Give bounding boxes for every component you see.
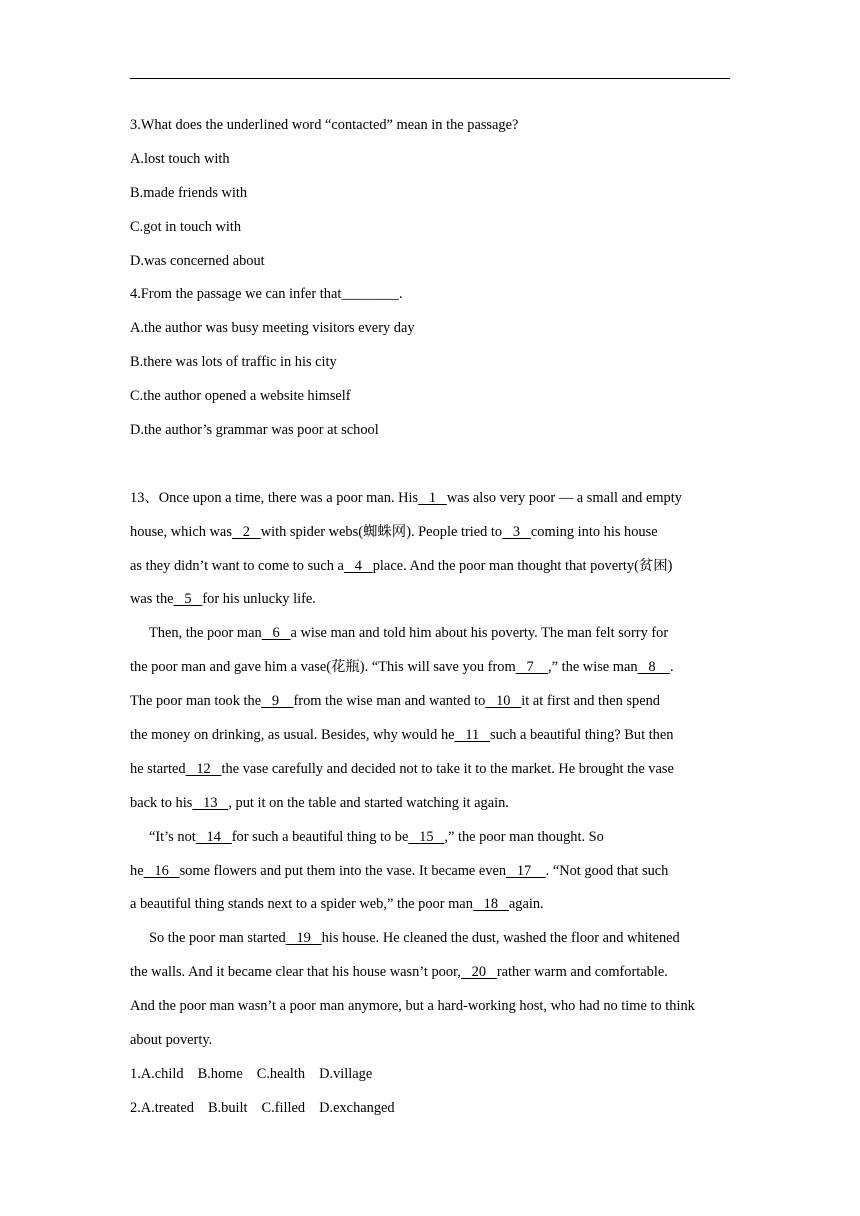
blank-14: 14 bbox=[195, 828, 232, 845]
question-4-option-b: B.there was lots of traffic in his city bbox=[130, 354, 337, 371]
question-3-option-a: A.lost touch with bbox=[130, 150, 230, 167]
passage-13-line: “It’s not 14 for such a beautiful thing to be 15 ,” the poor man thought. So bbox=[149, 828, 604, 845]
question-4-stem: 4.From the passage we can infer that________. bbox=[130, 286, 403, 303]
section-gap bbox=[130, 448, 730, 482]
passage-13-line: house, which was 2 with spider webs(蜘蛛网). People tried to 3 coming into his house bbox=[130, 523, 658, 540]
question-4-option-a: A.the author was busy meeting visitors every day bbox=[130, 320, 415, 337]
passage-13-line: was the 5 for his unlucky life. bbox=[130, 591, 316, 608]
passage-13-line: as they didn’t want to come to such a 4 place. And the poor man thought that poverty(贫困) bbox=[130, 557, 673, 574]
blank-2: 2 bbox=[231, 523, 261, 540]
passage-13-line: the walls. And it became clear that his house wasn’t poor, 20 rather warm and comfortable. bbox=[130, 964, 668, 981]
question-3-option-d: D.was concerned about bbox=[130, 252, 265, 269]
blank-9: 9 bbox=[261, 693, 294, 710]
blank-12: 12 bbox=[185, 760, 222, 777]
question-4-option-d: D.the author’s grammar was poor at school bbox=[130, 422, 379, 439]
blank-8: 8 bbox=[637, 659, 670, 676]
blank-17: 17 bbox=[506, 862, 546, 879]
blank-15: 15 bbox=[408, 828, 445, 845]
header-rule bbox=[130, 78, 730, 79]
page-content bbox=[130, 109, 730, 1126]
blank-5: 5 bbox=[173, 591, 203, 608]
question-3-stem: 3.What does the underlined word “contacted” mean in the passage? bbox=[130, 117, 519, 133]
blank-13: 13 bbox=[192, 794, 229, 811]
question-3-option-c: C.got in touch with bbox=[130, 218, 242, 235]
passage-13-line: he started 12 the vase carefully and decided not to take it to the market. He brought the vase bbox=[130, 760, 674, 777]
blank-20: 20 bbox=[460, 964, 497, 981]
passage-13-line: Then, the poor man 6 a wise man and told him about his poverty. The man felt sorry for bbox=[149, 625, 669, 642]
blank-18: 18 bbox=[472, 896, 509, 913]
blank-1: 1 bbox=[418, 489, 447, 506]
passage-13-line: And the poor man wasn’t a poor man anymore, but a hard-working host, who had no time to think bbox=[130, 998, 695, 1015]
blank-19: 19 bbox=[285, 930, 322, 947]
passage-13-line: 13、Once upon a time, there was a poor man. His 1 was also very poor — a small and empty bbox=[130, 489, 682, 506]
passage-13-line: back to his 13 , put it on the table and started watching it again. bbox=[130, 794, 509, 811]
passage-13-line: he 16 some flowers and put them into the vase. It became even 17 . “Not good that such bbox=[130, 862, 669, 879]
blank-10: 10 bbox=[485, 693, 522, 710]
passage-13-line: a beautiful thing stands next to a spider web,” the poor man 18 again. bbox=[130, 896, 544, 913]
passage-13-line: So the poor man started 19 his house. He cleaned the dust, washed the floor and whitened bbox=[149, 930, 680, 947]
question-4-option-c: C.the author opened a website himself bbox=[130, 388, 351, 405]
passage-13-line: the poor man and gave him a vase(花瓶). “This will save you from 7 ,” the wise man 8 . bbox=[130, 659, 674, 676]
blank-11: 11 bbox=[454, 727, 491, 744]
blank-3: 3 bbox=[502, 523, 531, 540]
passage-13-line: The poor man took the 9 from the wise man and wanted to 10 it at first and then spend bbox=[130, 693, 660, 710]
blank-4: 4 bbox=[343, 557, 373, 574]
blank-6: 6 bbox=[261, 625, 291, 642]
question-3-option-b: B.made friends with bbox=[130, 184, 248, 201]
blank-7: 7 bbox=[515, 659, 549, 676]
passage-13-line: the money on drinking, as usual. Besides, why would he 11 such a beautiful thing? But then bbox=[130, 727, 674, 744]
passage-13-line: about poverty. bbox=[130, 1032, 213, 1049]
blank-2-options: 2.A.treated B.built C.filled D.exchanged bbox=[130, 1099, 395, 1116]
blank-1-options: 1.A.child B.home C.health D.village bbox=[130, 1065, 373, 1082]
blank-16: 16 bbox=[143, 862, 180, 879]
